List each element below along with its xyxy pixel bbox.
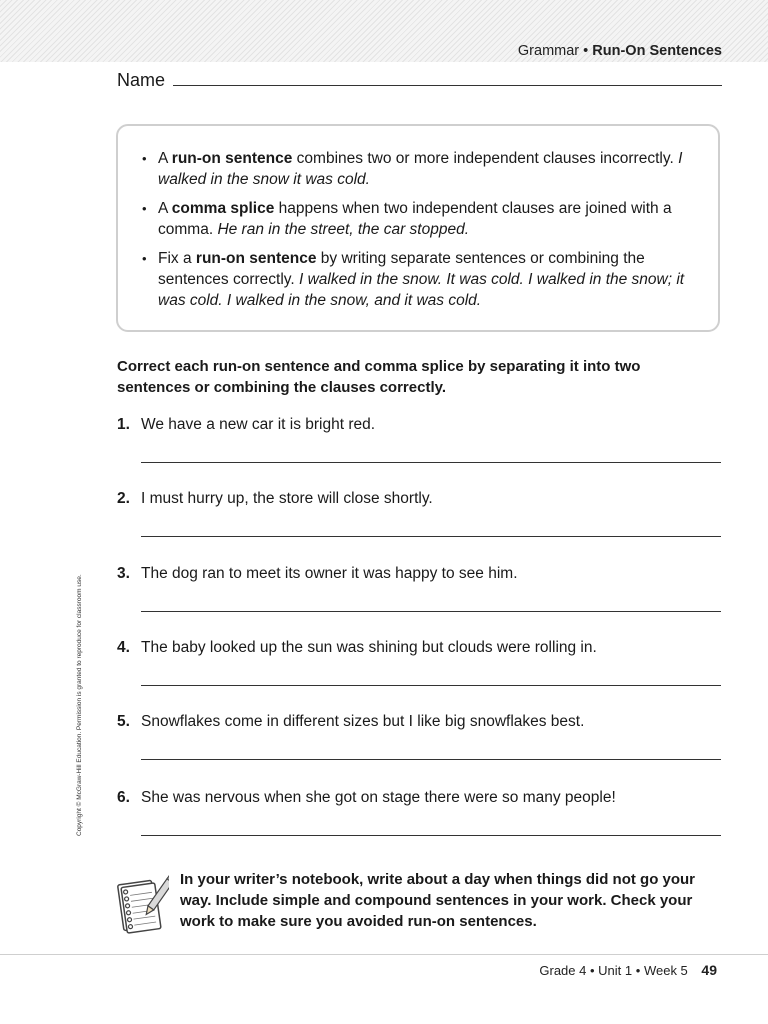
question-text: Snowflakes come in different sizes but I like big snowflakes best. bbox=[141, 713, 585, 730]
page-header bbox=[518, 43, 722, 59]
rule-item: • A comma splice happens when two independent clauses are joined with a comma. He ran in the street, the car stopped. bbox=[142, 198, 690, 240]
answer-line[interactable] bbox=[141, 835, 721, 836]
answer-line[interactable] bbox=[141, 536, 721, 537]
question-number: 1. bbox=[117, 416, 130, 433]
notebook-prompt: In your writer’s notebook, write about a day when things did not go your way. Include simple and compound sentences in your work. Check your work to make sure you avoided run-on sentences. bbox=[180, 871, 696, 930]
footer-grade: Grade 4 bbox=[539, 963, 587, 978]
question-5 bbox=[117, 713, 721, 773]
instructions: Correct each run-on sentence and comma splice by separating it into two sentences or combining the clauses correctly. bbox=[117, 358, 641, 396]
question-number: 2. bbox=[117, 490, 130, 507]
rules-box bbox=[116, 124, 720, 332]
question-4 bbox=[117, 639, 721, 699]
name-label: Name bbox=[117, 70, 166, 90]
question-number: 4. bbox=[117, 639, 130, 656]
question-number: 5. bbox=[117, 713, 130, 730]
answer-line[interactable] bbox=[141, 685, 721, 686]
header-section: Grammar bbox=[517, 43, 580, 59]
page-number: 49 bbox=[701, 962, 717, 978]
notebook-pencil-icon bbox=[113, 870, 169, 940]
footer-divider bbox=[0, 954, 768, 955]
question-3 bbox=[117, 565, 721, 625]
answer-line[interactable] bbox=[141, 462, 721, 463]
rule-item: • A run-on sentence combines two or more independent clauses incorrectly. I walked in the snow it was cold. bbox=[142, 148, 690, 190]
copyright-notice: Copyright © McGraw-Hill Education. Permission is granted to reproduce for classroom use. bbox=[76, 574, 83, 836]
rules-list bbox=[142, 148, 690, 319]
header-topic: Run-On Sentences bbox=[592, 43, 722, 59]
question-text: The dog ran to meet its owner it was happy to see him. bbox=[141, 565, 518, 582]
name-line[interactable] bbox=[173, 85, 722, 86]
question-1 bbox=[117, 416, 721, 476]
question-2 bbox=[117, 490, 721, 550]
answer-line[interactable] bbox=[141, 759, 721, 760]
question-text: We have a new car it is bright red. bbox=[141, 416, 376, 433]
footer-week: Week 5 bbox=[643, 963, 688, 978]
question-6 bbox=[117, 789, 721, 849]
question-number: 6. bbox=[117, 789, 130, 806]
page-footer: Grade 4 • Unit 1 • Week 5 49 bbox=[539, 962, 717, 978]
footer-unit: Unit 1 bbox=[598, 963, 633, 978]
question-text: The baby looked up the sun was shining but clouds were rolling in. bbox=[141, 639, 597, 656]
question-text: I must hurry up, the store will close shortly. bbox=[141, 490, 433, 507]
rule-item: • Fix a run-on sentence by writing separate sentences or combining the sentences correctly. I walked in the snow. It was cold. I walked in the snow; it was cold. I walked in the snow, and it was cold. bbox=[142, 248, 690, 311]
question-number: 3. bbox=[117, 565, 130, 582]
header-separator: • bbox=[583, 43, 589, 59]
question-text: She was nervous when she got on stage there were so many people! bbox=[141, 789, 616, 806]
answer-line[interactable] bbox=[141, 611, 721, 612]
name-row bbox=[117, 70, 722, 92]
